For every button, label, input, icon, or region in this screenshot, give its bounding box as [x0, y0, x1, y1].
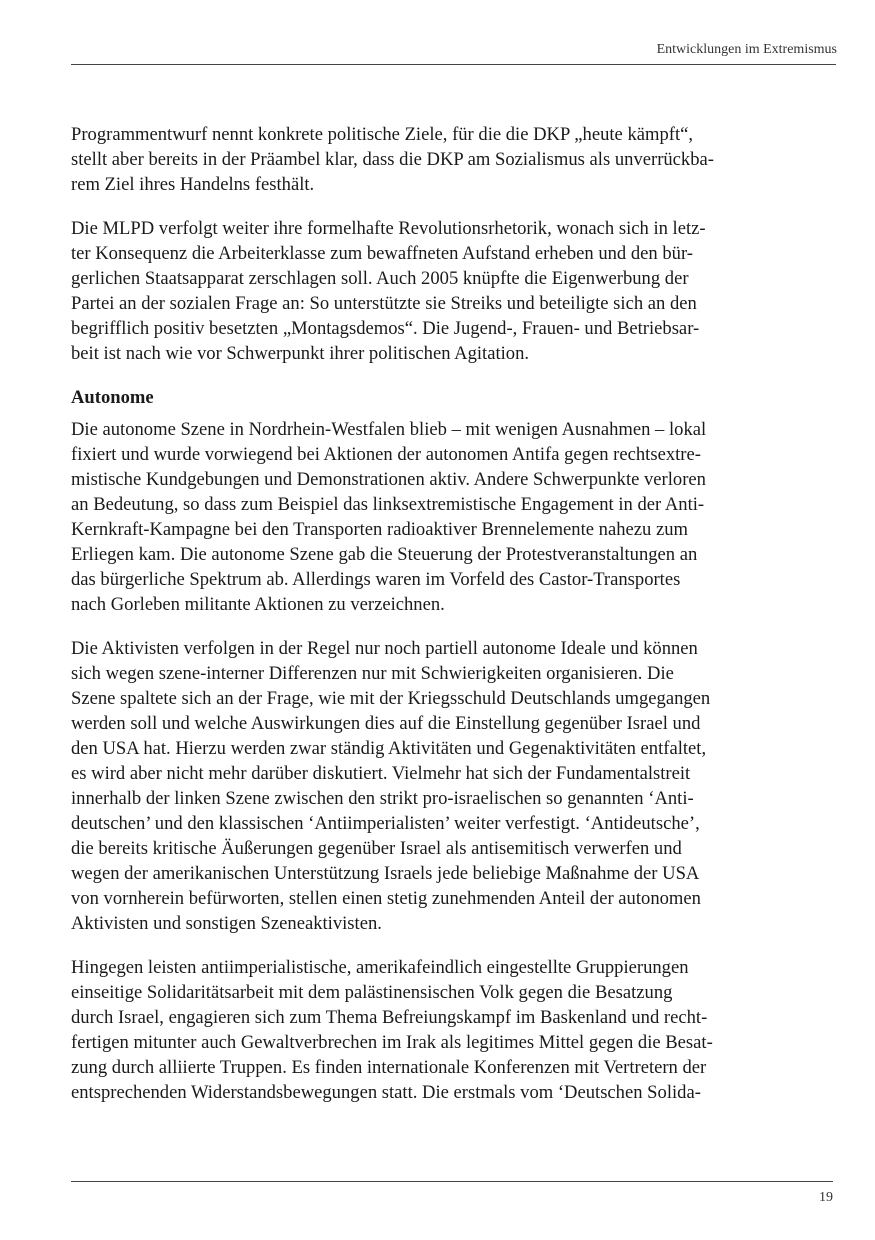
running-header-title: Entwicklungen im Extremismus	[656, 42, 837, 57]
page-body	[71, 122, 837, 1124]
footer-divider	[71, 1181, 833, 1182]
paragraph-autonome-szene: Die autonome Szene in Nordrhein-Westfalen blieb – mit wenigen Ausnahmen – lokal fixiert und wurde vorwiegend bei Aktionen der autonomen Antifa gegen rechtsextre- mistische Kundgebungen und Demonstrationen aktiv. Andere Schwerpunkte verloren an Bedeutung, so dass zum Beispiel das linksextremistische Engagement in der Anti- Kernkraft-Kampagne bei den Transporten radioaktiver Brennelemente nahezu zum Erliegen kam. Die autonome Szene gab die Steuerung der Protestveranstaltungen an das bürgerliche Spektrum ab. Allerdings waren im Vorfeld des Castor-Transportes nach Gorleben militante Aktionen zu verzeichnen.	[71, 419, 707, 615]
paragraph-mlpd: Die MLPD verfolgt weiter ihre formelhafte Revolutionsrhetorik, wonach sich in letz- ter Konsequenz die Arbeiterklasse zum bewaffneten Aufstand erheben und den bür- gerlichen Staatsapparat zerschlagen soll. Auch 2005 knüpfte die Eigenwerbung der Partei an der sozialen Frage an: So unterstützte sie Streiks und beteiligte sich an den begrifflich positiv besetzten „Montagsdemos“. Die Jugend-, Frauen- und Betriebsar- beit ist nach wie vor Schwerpunkt ihrer politischen Agitation.	[71, 218, 706, 364]
paragraph-antiimperialisten: Hingegen leisten antiimperialistische, amerikafeindlich eingestellte Gruppierungen einseitige Solidaritätsarbeit mit dem palästinensischen Volk gegen die Besatzung durch Israel, engagieren sich zum Thema Befreiungskampf im Baskenland und recht- fertigen mitunter auch Gewaltverbrechen im Irak als legitimes Mittel gegen die Besat- zung durch alliierte Truppen. Es finden internationale Konferenzen mit Vertretern der entsprechenden Widerstandsbewegungen statt. Die erstmals vom ‘Deutschen Solida-	[71, 957, 713, 1103]
paragraph-dkp-program: Programmentwurf nennt konkrete politische Ziele, für die die DKP „heute kämpft“, stellt aber bereits in der Präambel klar, dass die DKP am Sozialismus als unverrückba- rem Ziel ihres Handelns festhält.	[71, 124, 714, 195]
paragraph-aktivisten: Die Aktivisten verfolgen in der Regel nur noch partiell autonome Ideale und können sich wegen szene-interner Differenzen nur mit Schwierigkeiten organisieren. Die Szene spaltete sich an der Frage, wie mit der Kriegsschuld Deutschlands umgegangen werden soll und welche Auswirkungen dies auf die Einstellung gegenüber Israel und den USA hat. Hierzu werden zwar ständig Aktivitäten und Gegenaktivitäten entfaltet, es wird aber nicht mehr darüber diskutiert. Vielmehr hat sich der Fundamentalstreit innerhalb der linken Szene zwischen den strikt pro-israelischen so genannten ‘Anti- deutschen’ und den klassischen ‘Antiimperialisten’ weiter verfestigt. ‘Antideutsche’, die bereits kritische Äußerungen gegenüber Israel als antisemitisch verwerfen und wegen der amerikanischen Unterstützung Israels jede beliebige Maßnahme der USA von vornherein befürworten, stellen einen stetig zunehmenden Anteil der autonomen Aktivisten und sonstigen Szeneaktivisten.	[71, 638, 711, 934]
page-number: 19	[819, 1190, 833, 1205]
header-divider	[71, 64, 836, 65]
section-heading-autonome: Autonome	[71, 387, 154, 408]
